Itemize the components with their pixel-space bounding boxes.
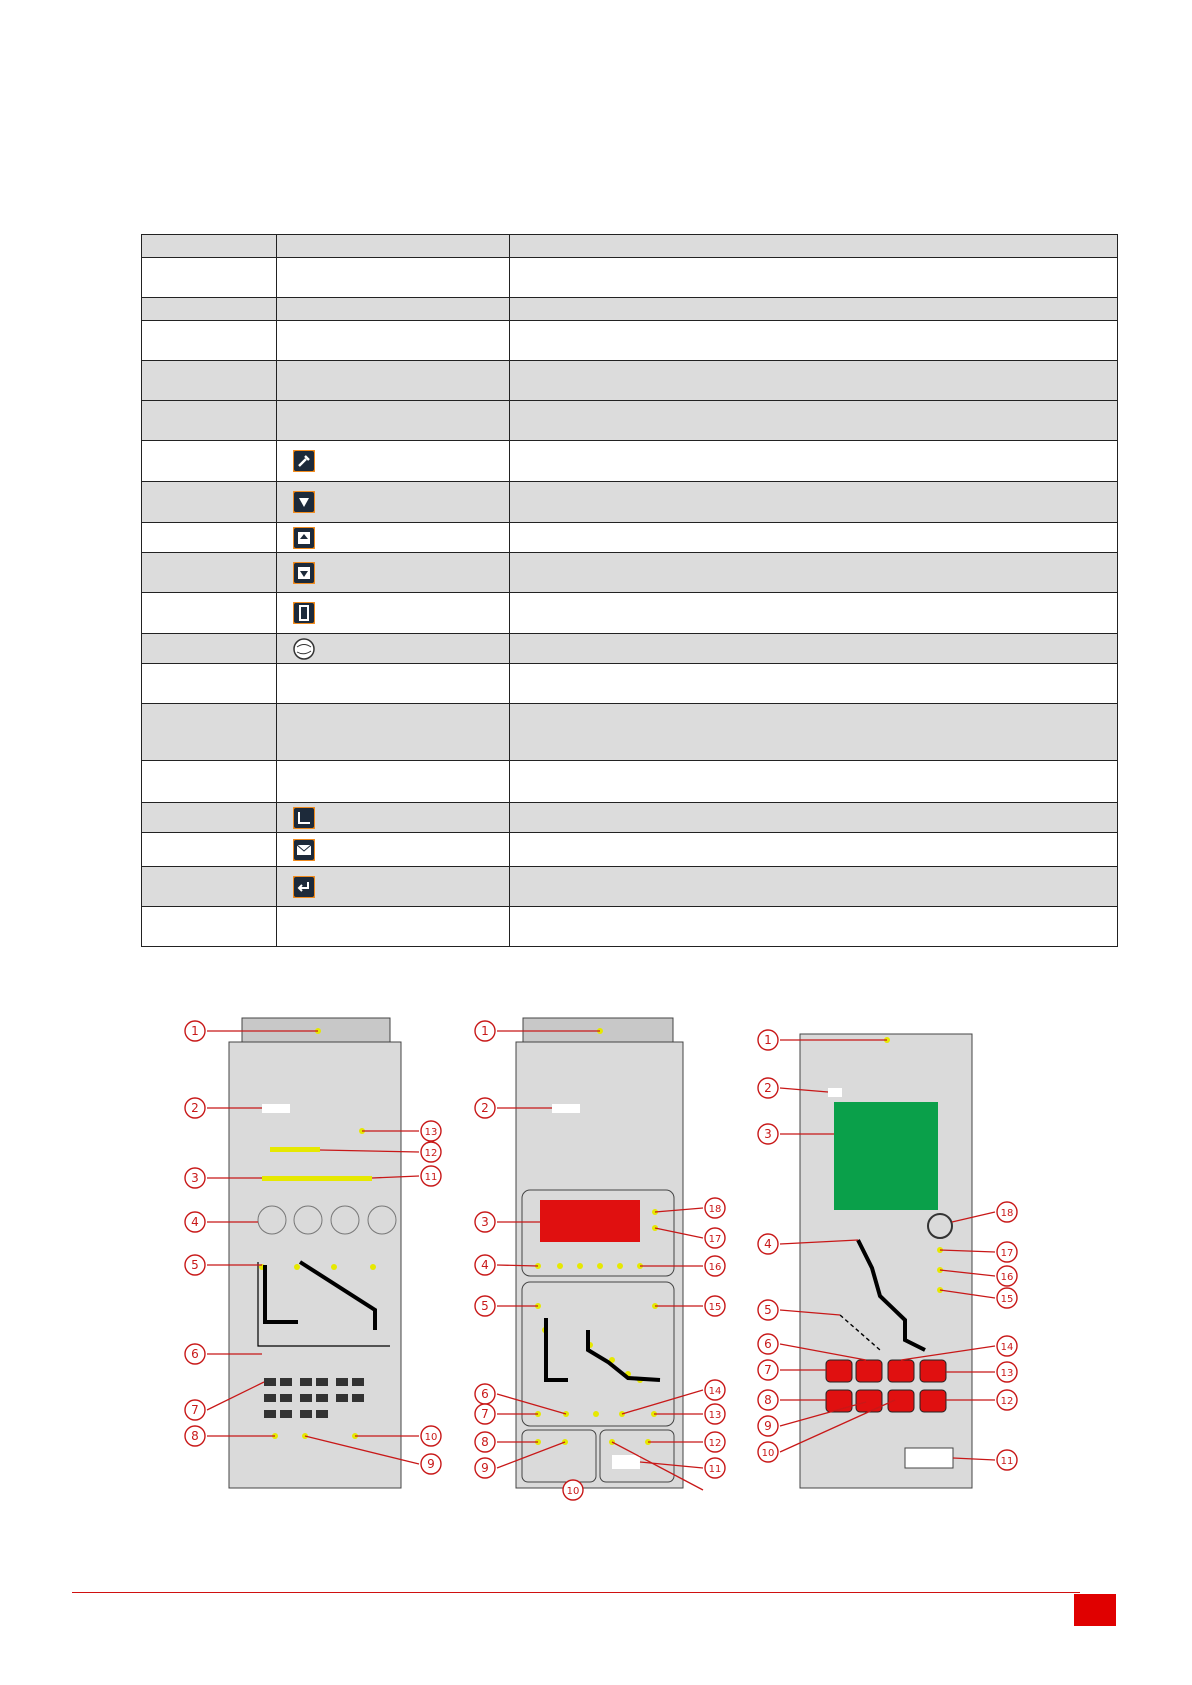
callout-number: 2 <box>191 1101 199 1115</box>
callout-number: 15 <box>1000 1294 1014 1305</box>
callout-number: 4 <box>191 1215 199 1229</box>
callout-number: 5 <box>481 1299 489 1313</box>
callout-number: 6 <box>191 1347 199 1361</box>
callout-number: 10 <box>761 1448 775 1459</box>
left-panel <box>207 1018 419 1488</box>
callout-number: 12 <box>708 1438 722 1449</box>
callout-number: 18 <box>1000 1208 1014 1219</box>
callout-number: 1 <box>191 1024 199 1038</box>
callout-number: 2 <box>764 1081 772 1095</box>
callout-number: 5 <box>191 1258 199 1272</box>
callout-number: 9 <box>427 1457 435 1471</box>
callout-number: 3 <box>481 1215 489 1229</box>
callout-number: 12 <box>1000 1396 1014 1407</box>
callout-number: 6 <box>481 1387 489 1401</box>
callout-number: 4 <box>764 1237 772 1251</box>
callout-number: 14 <box>1000 1342 1014 1353</box>
callout-number: 17 <box>708 1234 722 1245</box>
callout-number: 7 <box>764 1363 772 1377</box>
callout-number: 9 <box>764 1419 772 1433</box>
callout-number: 8 <box>191 1429 199 1443</box>
callout-number: 13 <box>708 1410 722 1421</box>
callout-number: 15 <box>708 1302 722 1313</box>
callout-number: 10 <box>566 1486 580 1497</box>
callout-number: 2 <box>481 1101 489 1115</box>
callout-number: 5 <box>764 1303 772 1317</box>
callout-number: 9 <box>481 1461 489 1475</box>
callout-number: 18 <box>708 1204 722 1215</box>
callout-number: 11 <box>424 1172 438 1183</box>
callout-number: 14 <box>708 1386 722 1397</box>
callout-number: 1 <box>481 1024 489 1038</box>
callout-number: 16 <box>1000 1272 1014 1283</box>
callout-number: 1 <box>764 1033 772 1047</box>
callout-number: 3 <box>191 1171 199 1185</box>
callout-number: 11 <box>1000 1456 1014 1467</box>
callout-number: 7 <box>481 1407 489 1421</box>
callout-number: 8 <box>481 1435 489 1449</box>
middle-panel <box>497 1018 703 1490</box>
callout-number: 10 <box>424 1432 438 1443</box>
callout-number: 16 <box>708 1262 722 1273</box>
callout-number: 7 <box>191 1403 199 1417</box>
callout-number: 12 <box>424 1148 438 1159</box>
callout-number: 13 <box>1000 1368 1014 1379</box>
callout-number: 13 <box>424 1127 438 1138</box>
callout-number: 8 <box>764 1393 772 1407</box>
callout-number: 3 <box>764 1127 772 1141</box>
callout-number: 17 <box>1000 1248 1014 1259</box>
callout-number: 4 <box>481 1258 489 1272</box>
footer-rule <box>72 1592 1080 1593</box>
page-number-box <box>1074 1594 1116 1626</box>
callout-number: 6 <box>764 1337 772 1351</box>
callout-number: 11 <box>708 1464 722 1475</box>
right-panel <box>780 1034 995 1488</box>
